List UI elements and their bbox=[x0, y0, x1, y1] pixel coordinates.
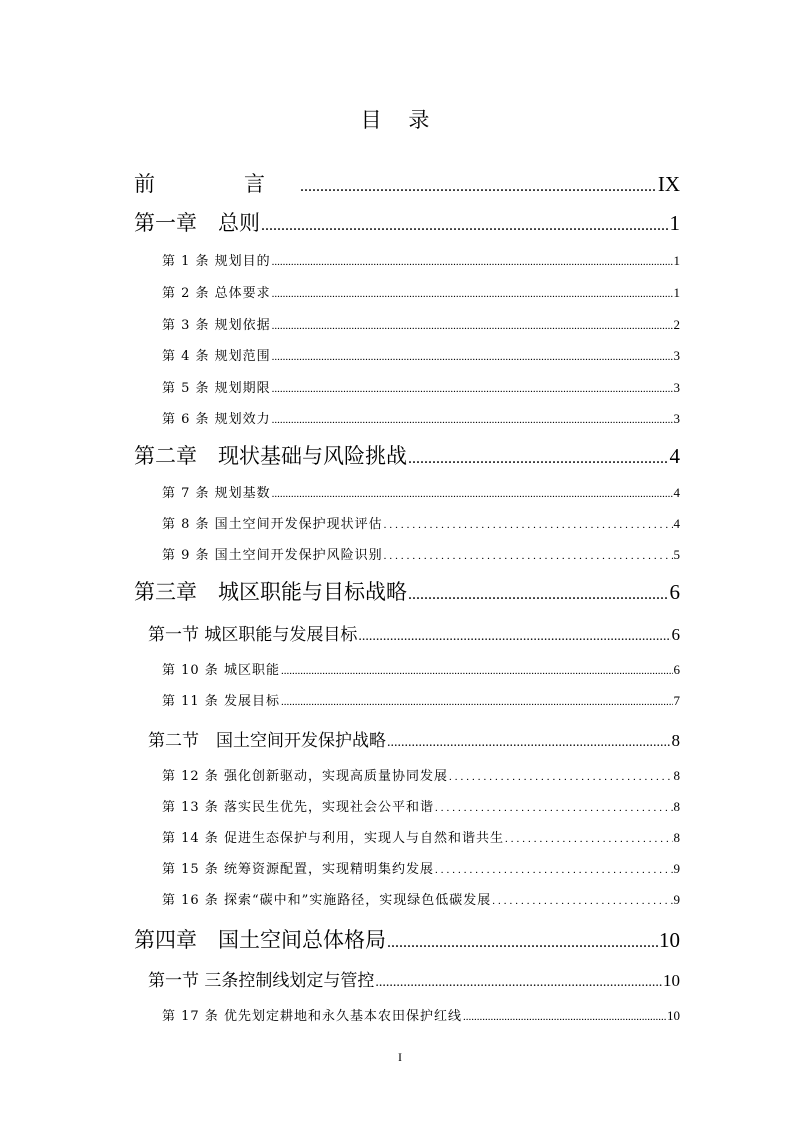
toc-entry-article-16[interactable] bbox=[162, 889, 680, 909]
toc-label: 第 15 条 统筹资源配置，实现精明集约发展 bbox=[162, 862, 434, 877]
toc-label: 第 17 条 优先划定耕地和永久基本农田保护红线 bbox=[162, 1009, 462, 1024]
toc-label: 第 9 条 国土空间开发保护风险识别 bbox=[162, 548, 383, 563]
toc-page-number: 1 bbox=[669, 211, 680, 235]
leader-dots bbox=[261, 217, 669, 235]
toc-label: 第一节 城区职能与发展目标 bbox=[148, 625, 358, 645]
toc-label: 第一节 三条控制线划定与管控 bbox=[148, 971, 375, 991]
toc-entry-article-12[interactable] bbox=[162, 765, 680, 785]
leader-dots bbox=[272, 351, 673, 363]
leader-dots bbox=[272, 288, 673, 300]
leader-dots bbox=[435, 802, 673, 814]
toc-entry-article-1[interactable] bbox=[162, 250, 680, 270]
leader-dots bbox=[358, 629, 670, 645]
toc-page-number: 8 bbox=[671, 731, 680, 750]
leader-dots bbox=[384, 550, 673, 562]
toc-page-number: 3 bbox=[673, 411, 680, 426]
toc-entry-article-5[interactable] bbox=[162, 377, 680, 397]
toc-label: 第 11 条 发展目标 bbox=[162, 694, 280, 709]
toc-entry-article-17[interactable] bbox=[162, 1005, 680, 1025]
leader-dots bbox=[387, 934, 658, 952]
leader-dots bbox=[281, 665, 673, 677]
toc-label: 第 13 条 落实民生优先，实现社会公平和谐 bbox=[162, 800, 434, 815]
toc-label: 第 7 条 规划基数 bbox=[162, 486, 271, 501]
leader-dots bbox=[272, 256, 673, 268]
toc-label: 第三章 城区职能与目标战略 bbox=[134, 580, 407, 604]
toc-page-number: 1 bbox=[673, 253, 680, 268]
toc-entry-chapter-4-section-1[interactable] bbox=[148, 966, 680, 992]
toc-label: 第 14 条 促进生态保护与利用，实现人与自然和谐共生 bbox=[162, 831, 504, 846]
leader-dots bbox=[505, 833, 673, 845]
toc-page-number: 10 bbox=[659, 928, 680, 952]
leader-dots bbox=[463, 1011, 666, 1023]
toc-page-number: 10 bbox=[667, 1008, 680, 1023]
toc-label: 第 8 条 国土空间开发保护现状评估 bbox=[162, 517, 383, 532]
toc-page-number: 9 bbox=[673, 892, 680, 907]
leader-dots bbox=[300, 178, 657, 196]
leader-dots bbox=[272, 488, 673, 500]
toc-page-number: IX bbox=[657, 172, 680, 196]
toc-label: 第 12 条 强化创新驱动，实现高质量协同发展 bbox=[162, 769, 448, 784]
leader-dots bbox=[449, 771, 673, 783]
toc-label: 第 4 条 规划范围 bbox=[162, 349, 271, 364]
toc-entry-article-9[interactable] bbox=[162, 544, 680, 564]
toc-page-number: 6 bbox=[673, 662, 680, 677]
toc-entry-article-14[interactable] bbox=[162, 827, 680, 847]
toc-page-number: 4 bbox=[673, 516, 680, 531]
leader-dots bbox=[272, 383, 673, 395]
toc-label: 第 10 条 城区职能 bbox=[162, 663, 280, 678]
toc-page-number: 8 bbox=[673, 768, 680, 783]
leader-dots bbox=[281, 696, 673, 708]
toc-title: 目 录 bbox=[360, 108, 440, 132]
toc-page-number: 7 bbox=[673, 693, 680, 708]
toc-label: 第 3 条 规划依据 bbox=[162, 318, 271, 333]
toc-entry-article-2[interactable] bbox=[162, 282, 680, 302]
toc-page-number: 2 bbox=[673, 317, 680, 332]
toc-label: 第一章 总则 bbox=[134, 211, 260, 235]
leader-dots bbox=[408, 586, 669, 604]
toc-entry-article-13[interactable] bbox=[162, 796, 680, 816]
leader-dots bbox=[375, 975, 662, 991]
toc-entry-article-10[interactable] bbox=[162, 659, 680, 679]
toc-label: 第二章 现状基础与风险挑战 bbox=[134, 444, 407, 468]
toc-entry-chapter-4[interactable] bbox=[134, 924, 680, 956]
toc-page-number: 10 bbox=[663, 971, 680, 990]
toc-entry-chapter-3-section-1[interactable] bbox=[148, 620, 680, 646]
toc-page-number: 3 bbox=[673, 380, 680, 395]
toc-page-number: 4 bbox=[669, 444, 680, 468]
toc-label: 第 5 条 规划期限 bbox=[162, 381, 271, 396]
toc-label: 第四章 国土空间总体格局 bbox=[134, 928, 386, 952]
toc-entry-chapter-3-section-2[interactable] bbox=[148, 726, 680, 752]
toc-page-number: 1 bbox=[673, 285, 680, 300]
leader-dots bbox=[387, 735, 671, 751]
toc-entry-chapter-1[interactable] bbox=[134, 207, 680, 239]
toc-page-number: 5 bbox=[673, 547, 680, 562]
toc-label: 第 1 条 规划目的 bbox=[162, 254, 271, 269]
toc-page-number: 9 bbox=[673, 861, 680, 876]
toc-entry-article-7[interactable] bbox=[162, 482, 680, 502]
leader-dots bbox=[492, 895, 672, 907]
toc-entry-article-11[interactable] bbox=[162, 690, 680, 710]
toc-entry-chapter-2[interactable] bbox=[134, 440, 680, 472]
toc-label: 第 16 条 探索“碳中和”实施路径，实现绿色低碳发展 bbox=[162, 893, 492, 908]
leader-dots bbox=[272, 320, 673, 332]
toc-entry-article-8[interactable] bbox=[162, 513, 680, 533]
toc-page-number: 3 bbox=[673, 348, 680, 363]
toc-entry-article-15[interactable] bbox=[162, 858, 680, 878]
leader-dots bbox=[435, 864, 673, 876]
toc-page-number: 6 bbox=[671, 625, 680, 644]
toc-page-number: 4 bbox=[673, 485, 680, 500]
leader-dots bbox=[408, 450, 669, 468]
toc-entry-article-6[interactable] bbox=[162, 408, 680, 428]
leader-dots bbox=[384, 519, 673, 531]
toc-label: 前 言 bbox=[134, 172, 299, 196]
toc-entry-chapter-3[interactable] bbox=[134, 576, 680, 608]
toc-label: 第 2 条 总体要求 bbox=[162, 286, 271, 301]
toc-entry-article-4[interactable] bbox=[162, 345, 680, 365]
toc-entry-preface[interactable] bbox=[134, 168, 680, 200]
toc-label: 第二节 国土空间开发保护战略 bbox=[148, 731, 386, 751]
toc-page-number: 8 bbox=[673, 830, 680, 845]
toc-page-number: 6 bbox=[669, 580, 680, 604]
leader-dots bbox=[272, 414, 673, 426]
toc-entry-article-3[interactable] bbox=[162, 314, 680, 334]
toc-label: 第 6 条 规划效力 bbox=[162, 412, 271, 427]
toc-page-number: 8 bbox=[673, 799, 680, 814]
page-footer-number: I bbox=[398, 1050, 402, 1064]
